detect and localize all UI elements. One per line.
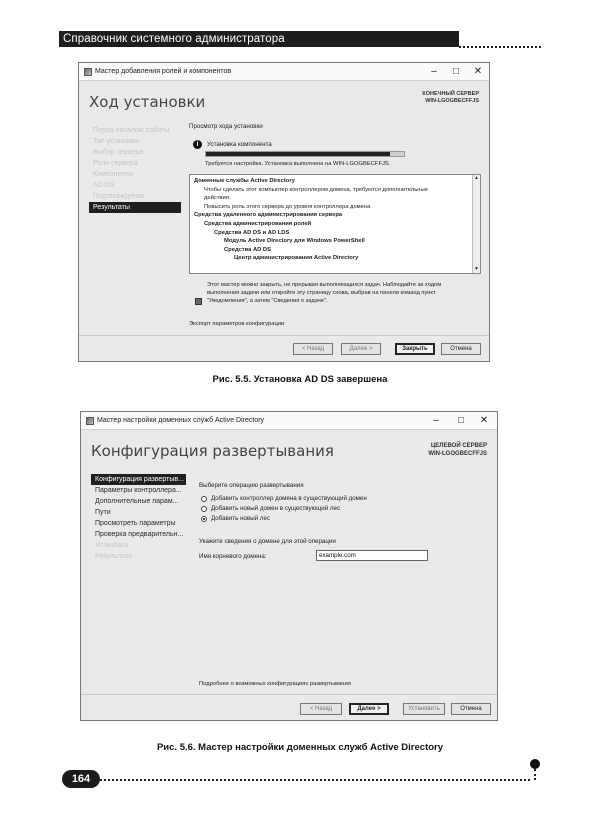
figure-caption-2: Рис. 5.6. Мастер настройки доменных служб Active Directory	[156, 742, 444, 753]
scroll-up-icon[interactable]: ▲	[474, 175, 479, 181]
add-roles-wizard-window	[78, 62, 490, 362]
footer-dotted-rule	[100, 779, 530, 781]
result-line: Средства администрирования ролей	[204, 220, 312, 227]
next-button[interactable]: Далее >	[341, 343, 381, 355]
deployment-option[interactable]	[201, 494, 367, 504]
wizard-nav	[91, 474, 186, 562]
window-title-bar	[79, 63, 489, 81]
install-button[interactable]: Установить	[403, 703, 445, 715]
close-note-line: выполнения задачи или откройте эту страницу снова, выбрав на панели команд пункт	[207, 290, 436, 296]
server-label-caption: ЦЕЛЕВОЙ СЕРВЕР	[430, 443, 487, 449]
wizard-nav	[89, 125, 181, 213]
result-line: Средства AD DS	[224, 246, 271, 253]
footer-dot	[530, 759, 540, 769]
install-progress-fill	[206, 152, 390, 156]
nav-item[interactable]: Проверка предварительн...	[95, 531, 184, 538]
window-title-bar	[81, 412, 497, 430]
app-icon	[86, 417, 94, 425]
nav-item[interactable]: Компоненты	[93, 171, 134, 178]
button-bar	[79, 335, 489, 363]
result-line: Повысить роль этого сервера до уровня контроллера домена	[204, 203, 371, 210]
results-list[interactable]	[189, 174, 481, 274]
close-window-button[interactable]: ✕	[473, 66, 483, 77]
wizard-title: Ход установки	[89, 93, 206, 111]
wizard-content	[189, 123, 481, 335]
button-bar	[81, 694, 497, 722]
nav-item[interactable]: Установка	[95, 542, 129, 549]
results-lines	[194, 177, 468, 263]
result-line: Средства AD DS и AD LDS	[214, 229, 290, 236]
deployment-option[interactable]	[201, 504, 367, 514]
close-note-checkbox-icon	[195, 298, 202, 305]
close-window-button[interactable]: ✕	[479, 415, 489, 426]
close-note	[207, 281, 482, 305]
more-configs-link[interactable]: Подробнее о возможных конфигурациях развертывания	[199, 681, 351, 687]
back-button[interactable]: < Назад	[293, 343, 333, 355]
deployment-option-label: Добавить контроллер домена в существующий домен	[211, 495, 367, 502]
result-line: Чтобы сделать этот компьютер контроллером домена, требуются дополнительные	[204, 186, 428, 193]
deployment-option-label: Добавить новый лес	[211, 515, 270, 522]
wizard-title: Конфигурация развертывания	[91, 442, 334, 460]
server-name: WIN-LGOGBECFFJS	[428, 451, 487, 457]
deployment-option-label: Добавить новый домен в существующий лес	[211, 505, 341, 512]
figure-caption-1: Рис. 5.5. Установка AD DS завершена	[212, 374, 388, 385]
close-note-line: Этот мастер можно закрыть, не прерывая выполняющихся задач. Наблюдайте за ходом	[207, 282, 442, 288]
result-line: Центр администрирования Active Directory	[234, 255, 359, 262]
result-line: Средства удаленного администрирования сервера	[194, 212, 343, 219]
domain-info-heading: Укажите сведения о домене для этой операции	[199, 538, 336, 545]
root-domain-label: Имя корневого домена:	[199, 553, 267, 560]
app-icon	[84, 68, 92, 76]
result-line: действия.	[204, 195, 231, 202]
nav-item[interactable]: Результаты	[89, 202, 181, 213]
running-header: Справочник системного администратора	[59, 31, 459, 47]
root-domain-input[interactable]: example.com	[316, 550, 428, 561]
cancel-button[interactable]: Отмена	[441, 343, 481, 355]
nav-item[interactable]: Результаты	[95, 553, 132, 560]
info-icon: i	[193, 140, 202, 149]
maximize-button[interactable]: □	[452, 66, 460, 77]
deployment-option[interactable]	[201, 514, 367, 524]
header-dotted-rule	[459, 46, 541, 48]
nav-item[interactable]: Пути	[95, 509, 111, 516]
nav-item[interactable]: Выбор сервера	[93, 149, 144, 156]
config-note: Требуется настройка. Установка выполнена на WIN-LGOGBECFFJS.	[205, 161, 391, 167]
minimize-button[interactable]: –	[431, 66, 437, 77]
results-scrollbar[interactable]	[472, 175, 480, 273]
back-button[interactable]: < Назад	[300, 703, 342, 715]
status-title: Установка компонента	[207, 141, 272, 148]
deployment-operation-group	[201, 494, 367, 524]
scroll-down-icon[interactable]: ▼	[474, 266, 479, 272]
result-line: Модуль Active Directory для Windows PowerShell	[224, 238, 365, 245]
operation-heading: Выберите операцию развертывания	[199, 482, 304, 489]
minimize-button[interactable]: –	[433, 415, 439, 426]
radio-button-icon[interactable]	[201, 496, 207, 502]
target-server-label	[422, 91, 479, 105]
export-settings-link[interactable]: Экспорт параметров конфигурации	[189, 321, 285, 327]
close-note-line: "Уведомления", а затем "Сведения о задаче".	[207, 298, 328, 304]
nav-item[interactable]: Перед началом работы	[93, 127, 170, 134]
install-progress-bar	[205, 151, 405, 157]
nav-item[interactable]: Параметры контроллера...	[95, 487, 182, 494]
cancel-button[interactable]: Отмена	[451, 703, 491, 715]
nav-item[interactable]: Подтверждение	[93, 193, 145, 200]
nav-item[interactable]: Роли сервера	[93, 160, 138, 167]
nav-item[interactable]: Просмотреть параметры	[95, 520, 176, 527]
page-number: 164	[62, 770, 100, 788]
radio-button-icon[interactable]	[201, 506, 207, 512]
maximize-button[interactable]: □	[457, 415, 465, 426]
close-button[interactable]: Закрыть	[395, 343, 435, 355]
target-server-label	[428, 442, 487, 458]
footer-vertical-rule	[534, 769, 536, 780]
nav-item[interactable]: Конфигурация развертыв...	[91, 474, 186, 485]
wizard-content	[199, 474, 489, 687]
server-label-caption: КОНЕЧНЫЙ СЕРВЕР	[422, 91, 479, 97]
nav-item[interactable]: Дополнительные парам...	[95, 498, 179, 505]
window-title: Мастер настройки доменных служб Active Directory	[97, 417, 265, 424]
result-line: Доменные службы Active Directory	[194, 178, 295, 184]
adds-config-wizard-window	[80, 411, 498, 721]
server-name: WIN-LGOGBECFFJS	[425, 98, 479, 104]
next-button[interactable]: Далее >	[349, 703, 389, 715]
nav-item[interactable]: Тип установки	[93, 138, 140, 145]
progress-heading: Просмотр хода установки	[189, 123, 263, 130]
nav-item[interactable]: AD DS	[93, 182, 115, 189]
window-title: Мастер добавления ролей и компонентов	[95, 68, 232, 75]
radio-button-icon[interactable]	[201, 516, 207, 522]
